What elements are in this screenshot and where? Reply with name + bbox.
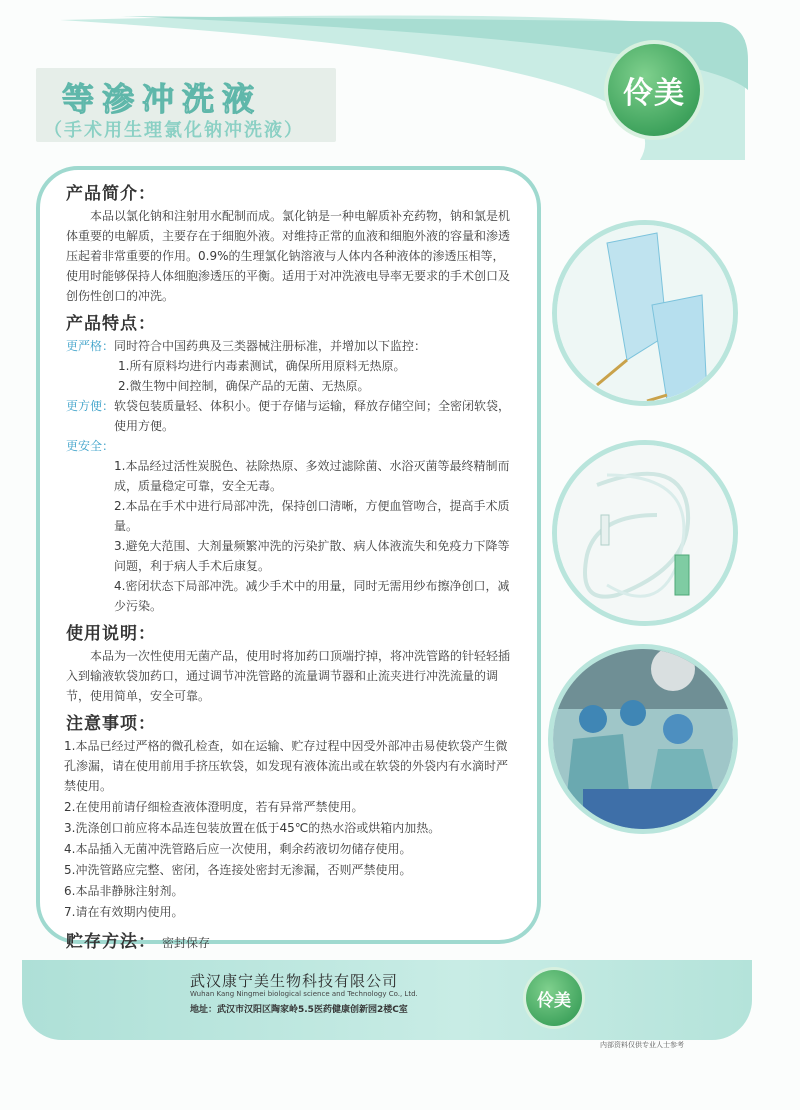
feature-label: 更安全： (66, 439, 115, 453)
saline-bags-photo (552, 220, 738, 406)
page-subtitle: （手术用生理氯化钠冲洗液） (44, 120, 304, 141)
feature-label: 更方便： (66, 399, 115, 413)
irrigation-tubing-photo (552, 440, 738, 626)
list-item: 3.避免大范围、大剂量频繁冲洗的污染扩散、病人体液流失和免疫力下降等问题，利于病人手术后康复。 (114, 539, 510, 573)
feature-stricter (66, 336, 516, 356)
company-address: 地址：武汉市汉阳区陶家岭5.5医药健康创新园2楼C室 (190, 1005, 408, 1015)
list-item: 1.所有原料均进行内毒素测试，确保所用原料无热原。 (118, 359, 406, 373)
features-heading: 产品特点： (66, 314, 156, 334)
list-item: 4.密闭状态下局部冲洗。减少手术中的用量，同时无需用纱布擦净创口，减少污染。 (114, 579, 510, 613)
storage-heading: 贮存方法： (66, 932, 156, 952)
list-item: 2.本品在手术中进行局部冲洗，保持创口清晰，方便血管吻合，提高手术质量。 (114, 499, 510, 533)
storage-row (66, 928, 516, 954)
feature-text: 同时符合中国药典及三类器械注册标准，并增加以下监控： (114, 339, 427, 353)
company-name: 武汉康宁美生物科技有限公司 (190, 972, 399, 990)
intro-text: 本品以氯化钠和注射用水配制而成。氯化钠是一种电解质补充药物，钠和氯是机体重要的电解质，主要存在于细胞外液。对维持正常的血液和细胞外液的容量和渗透压起着非常重要的作用。0.9%的生理氯化钠溶液与人体内各种液体的渗透压相等，使用时能够保持人体细胞渗透压的平衡。适用于对冲洗液电导率无要求的手术创口及创伤性创口的冲洗。 (66, 209, 511, 303)
surgery-photo (548, 644, 738, 834)
list-item: 2.微生物中间控制，确保产品的无菌、无热原。 (118, 379, 370, 393)
company-name-en: Wuhan Kang Ningmei biological science and Technology Co., Ltd. (190, 990, 418, 998)
list-item: 4.本品插入无菌冲洗管路后应一次使用，剩余药液切勿储存使用。 (64, 842, 412, 856)
list-item: 1.本品经过活性炭脱色、祛除热原、多效过滤除菌、水浴灭菌等最终精制而成，质量稳定可靠，安全无毒。 (114, 459, 510, 493)
usage-heading: 使用说明： (66, 624, 156, 644)
storage-text: 密封保存 (162, 936, 211, 950)
main-content (66, 180, 516, 954)
notes-heading: 注意事项： (66, 714, 156, 734)
feature-text: 软袋包装质量轻、体积小。便于存储与运输，释放存储空间；全密闭软袋，使用方便。 (114, 399, 511, 433)
list-item: 7.请在有效期内使用。 (64, 905, 184, 919)
feature-label: 更严格： (66, 339, 115, 353)
brand-logo: 伶美 (608, 44, 700, 136)
list-item: 5.冲洗管路应完整、密闭，各连接处密封无渗漏，否则严禁使用。 (64, 863, 412, 877)
list-item: 3.洗涤创口前应将本品连包装放置在低于45℃的热水浴或烘箱内加热。 (64, 821, 441, 835)
list-item: 2.在使用前请仔细检查液体澄明度，若有异常严禁使用。 (64, 800, 364, 814)
list-item: 6.本品非静脉注射剂。 (64, 884, 184, 898)
disclaimer-text: 内部资料仅供专业人士参考 (600, 1041, 684, 1049)
footer-logo: 伶美 (526, 970, 582, 1026)
page-title: 等渗冲洗液 (62, 80, 263, 118)
list-item: 1.本品已经过严格的微孔检查，如在运输、贮存过程中因受外部冲击易使软袋产生微孔渗漏，请在使用前用手挤压软袋，如发现有液体流出或在软袋的外袋内有水滴时严禁使用。 (64, 739, 509, 793)
intro-heading: 产品简介： (66, 184, 156, 204)
feature-convenient (66, 396, 516, 436)
usage-text: 本品为一次性使用无菌产品，使用时将加药口顶端拧掉，将冲洗管路的针轻轻插入到输液软袋加药口，通过调节冲洗管路的流量调节器和止流夹进行冲洗流量的调节，使用简单，安全可靠。 (66, 649, 511, 703)
notes-list (64, 736, 516, 922)
